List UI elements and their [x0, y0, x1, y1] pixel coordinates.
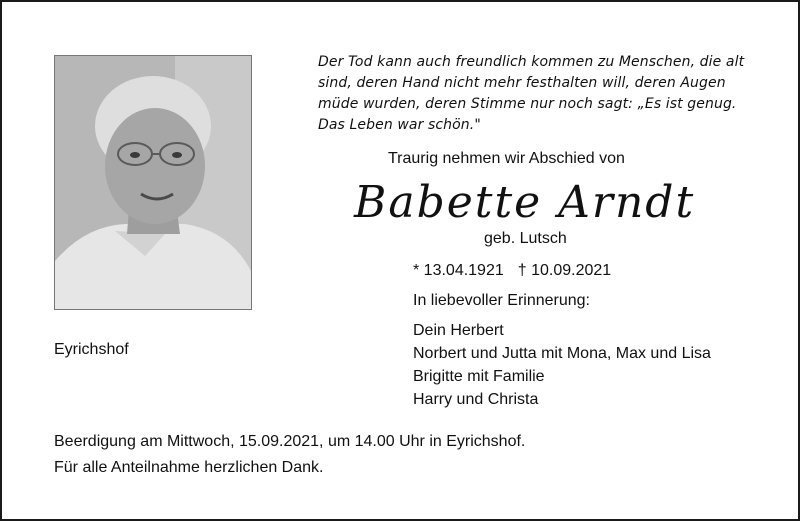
family-member: Brigitte mit Familie: [413, 368, 545, 385]
quote-line: Der Tod kann auch freundlich kommen zu Menschen, die alt: [318, 54, 745, 70]
funeral-details: Beerdigung am Mittwoch, 15.09.2021, um 14.00 Uhr in Eyrichshof.: [54, 433, 526, 450]
family-member: Norbert und Jutta mit Mona, Max und Lisa: [413, 345, 711, 362]
quote-line: Das Leben war schön.": [318, 117, 481, 133]
quote-line: müde wurden, deren Stimme nur noch sagt: „Es ist genug.: [318, 96, 737, 112]
death-date: † 10.09.2021: [517, 262, 612, 279]
thanks-note: Für alle Anteilnahme herzlichen Dank.: [54, 459, 324, 476]
maiden-name: geb. Lutsch: [484, 230, 567, 247]
funeral-info: [54, 429, 525, 481]
birth-date: * 13.04.1921: [413, 262, 504, 279]
deceased-name: Babette Arndt: [354, 177, 696, 228]
memory-heading: In liebevoller Erinnerung:: [413, 292, 590, 309]
place-name: Eyrichshof: [54, 341, 129, 358]
portrait-illustration: [55, 56, 251, 309]
quote-line: sind, deren Hand nicht mehr festhalten will, deren Augen: [318, 75, 726, 91]
family-list: [413, 319, 711, 411]
family-member: Harry und Christa: [413, 391, 539, 408]
portrait-photo: [54, 55, 252, 310]
life-dates: [413, 262, 611, 280]
farewell-intro: Traurig nehmen wir Abschied von: [388, 150, 625, 167]
family-member: Dein Herbert: [413, 322, 504, 339]
memorial-quote: [318, 52, 758, 136]
